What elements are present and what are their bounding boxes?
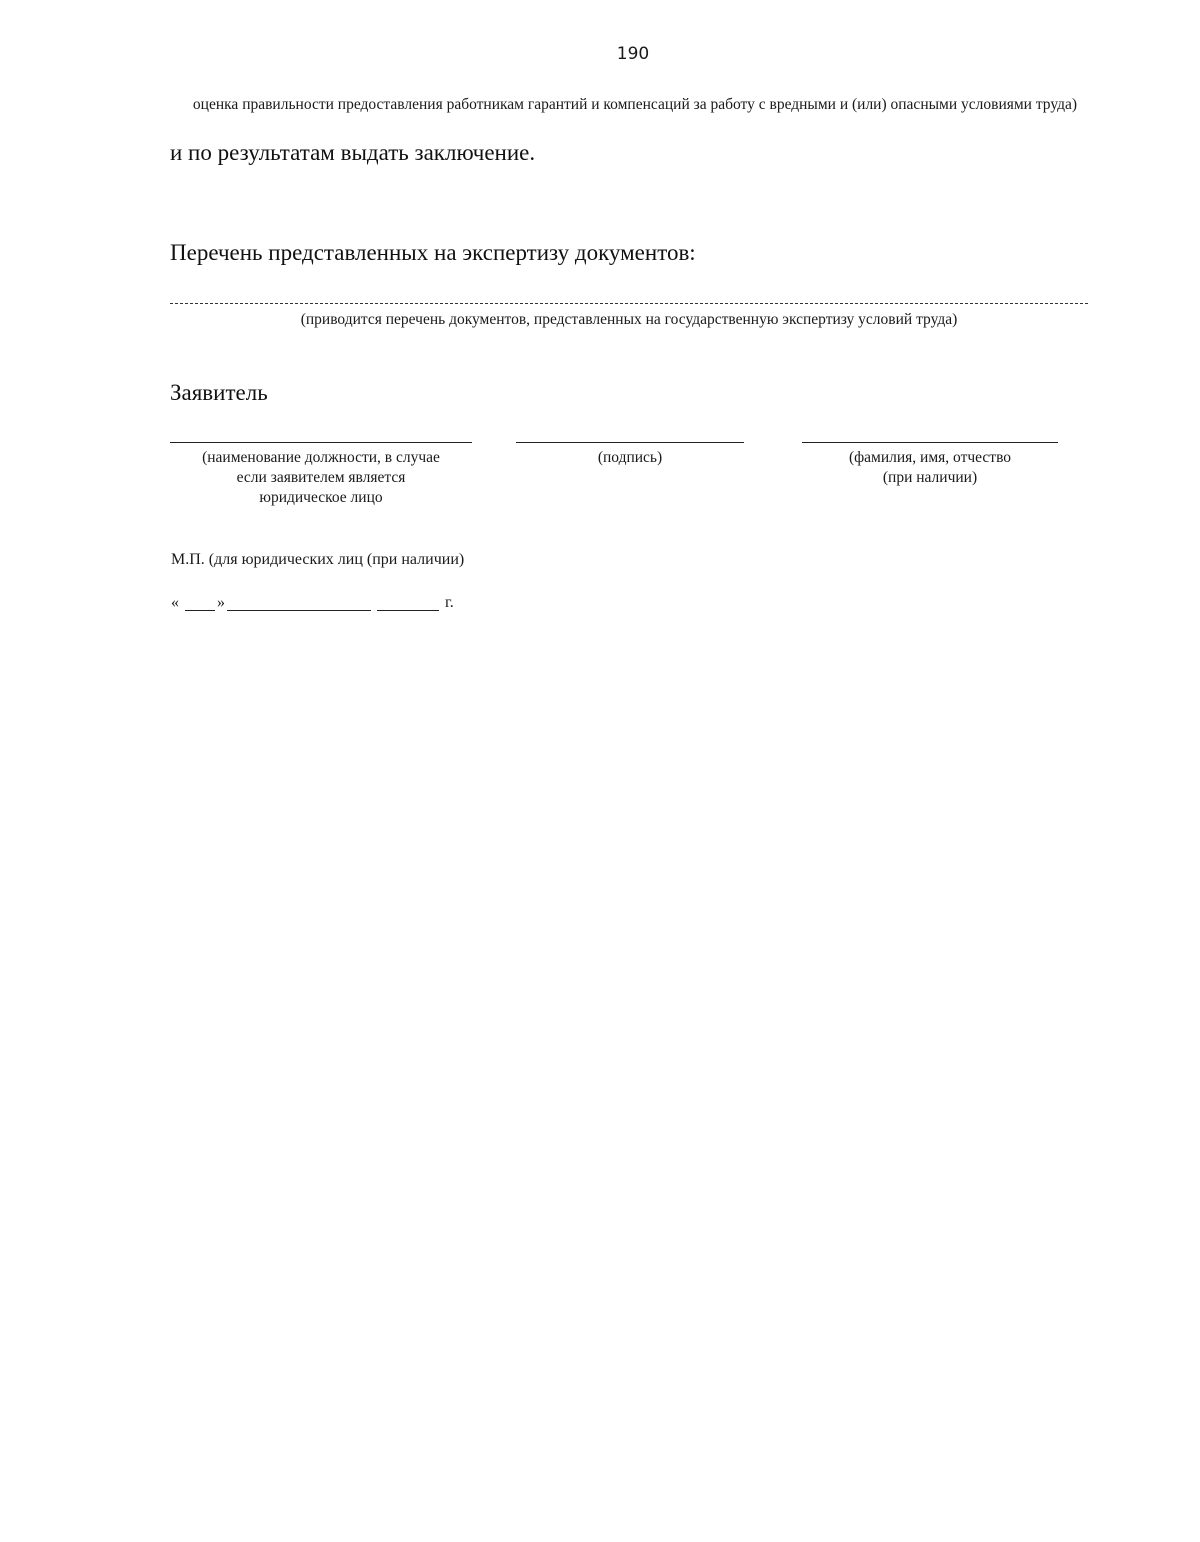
month-blank <box>227 610 371 611</box>
header-caption: оценка правильности предоставления работникам гарантий и компенсаций за работу с вредными и (или) опасными условиями труда) <box>192 96 1078 113</box>
signature-fill-line <box>516 442 744 443</box>
stamp-note: М.П. (для юридических лиц (при наличии) <box>171 551 465 568</box>
documents-heading: Перечень представленных на экспертизу документов: <box>170 240 696 265</box>
date-close-quote: » <box>217 594 225 611</box>
documents-caption: (приводится перечень документов, представленных на государственную экспертизу условий труда) <box>300 311 958 328</box>
year-blank <box>377 610 439 611</box>
date-open-quote: « <box>171 594 179 611</box>
position-caption <box>170 448 472 508</box>
documents-fill-line <box>170 303 1088 304</box>
name-caption-line: (при наличии) <box>882 469 978 486</box>
name-caption-line: (фамилия, имя, отчество <box>848 449 1012 466</box>
name-caption <box>802 448 1058 488</box>
day-blank <box>185 610 215 611</box>
position-caption-line: (наименование должности, в случае <box>202 449 440 466</box>
signature-caption <box>516 448 744 468</box>
conclusion-text: и по результатам выдать заключение. <box>170 140 536 165</box>
position-fill-line <box>170 442 472 443</box>
position-caption-line: если заявителем является <box>236 469 406 486</box>
fullname-fill-line <box>802 442 1058 443</box>
year-suffix: г. <box>445 594 454 611</box>
applicant-heading: Заявитель <box>170 380 268 405</box>
signature-caption-line: (подпись) <box>597 449 663 466</box>
date-line <box>171 594 471 616</box>
page-number: 190 <box>616 44 650 64</box>
position-caption-line: юридическое лицо <box>259 489 383 506</box>
